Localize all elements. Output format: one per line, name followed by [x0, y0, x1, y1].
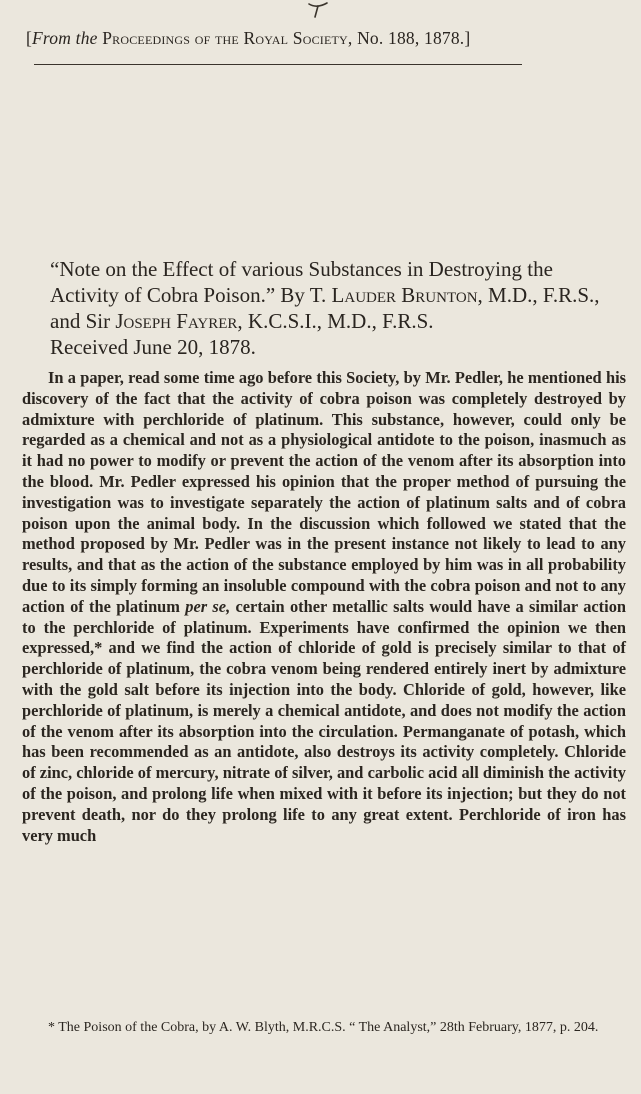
header-journal: Proceedings of the Royal Society,	[102, 28, 353, 48]
author-fayrer: Joseph Fayrer,	[115, 309, 243, 333]
source-header	[26, 28, 626, 49]
header-rule	[34, 64, 522, 65]
title-between: M.D., F.R.S., and Sir	[50, 283, 600, 333]
body-per-se: per se,	[185, 596, 231, 616]
footnote-text: * The Poison of the Cobra, by A. W. Blyth, M.R.C.S. “ The Analyst,” 28th February, 1877, p. 204.	[48, 1020, 599, 1035]
body-part1: In a paper, read some time ago before this Society, by Mr. Pedler, he mentioned his discovery of the fact that the activity of cobra poison was completely destroyed by admixture with perchloride of platinum. This substance, however, could only be regarded as a chemical and not as a physiological antidote to the poison, inasmuch as it had no power to modify or prevent the action of the venom after its absorption into the blood. Mr. Pedler expressed his opinion that the proper method of pursuing the investigation was to investigate separately the action of platinum salts and of cobra poison upon the animal body. In the discussion which followed we stated that the method proposed by Mr. Pedler was in the present instance not likely to lead to any results, and that as the action of the substance employed by him was in all probability due to its simply forming an insoluble compound with the cobra poison and not to any action of the platinum	[22, 368, 626, 616]
body-text	[22, 368, 626, 846]
header-issue: No. 188, 1878.]	[357, 28, 471, 48]
title-text: “Note on the Effect of various Substances in Destroying the Activity of Cobra Poison.” By T.	[50, 257, 553, 307]
paper-title	[50, 256, 625, 360]
received-date: Received June 20, 1878.	[50, 335, 256, 359]
footnote	[22, 1018, 626, 1037]
author-brunton: Lauder Brunton,	[331, 283, 483, 307]
title-after: K.C.S.I., M.D., F.R.S.	[247, 309, 434, 333]
header-from-the: From the	[32, 28, 98, 48]
body-paragraph	[22, 368, 626, 846]
handwritten-mark	[306, 0, 330, 18]
header-open-bracket: [	[26, 28, 33, 48]
body-part2: certain other metallic salts would have a similar action to the perchloride of platinum. Experiments have confirmed the opinion we then expressed,* and we find the action of chloride of gold is precisely similar to that of perchloride of platinum, the cobra venom being rendered entirely inert by admixture with the gold salt before its injection into the body. Chloride of gold, however, like perchloride of platinum, is merely a chemical antidote, and does not modify the action of the venom after its absorption into the circulation. Permanganate of potash, which has been recommended as an antidote, also destroys its activity completely. Chloride of zinc, chloride of mercury, nitrate of silver, and carbolic acid all diminish the activity of the poison, and prolong life when mixed with it before its injection; but they do not prevent death, nor do they prolong life to any great extent. Perchloride of iron has very much	[22, 596, 627, 845]
